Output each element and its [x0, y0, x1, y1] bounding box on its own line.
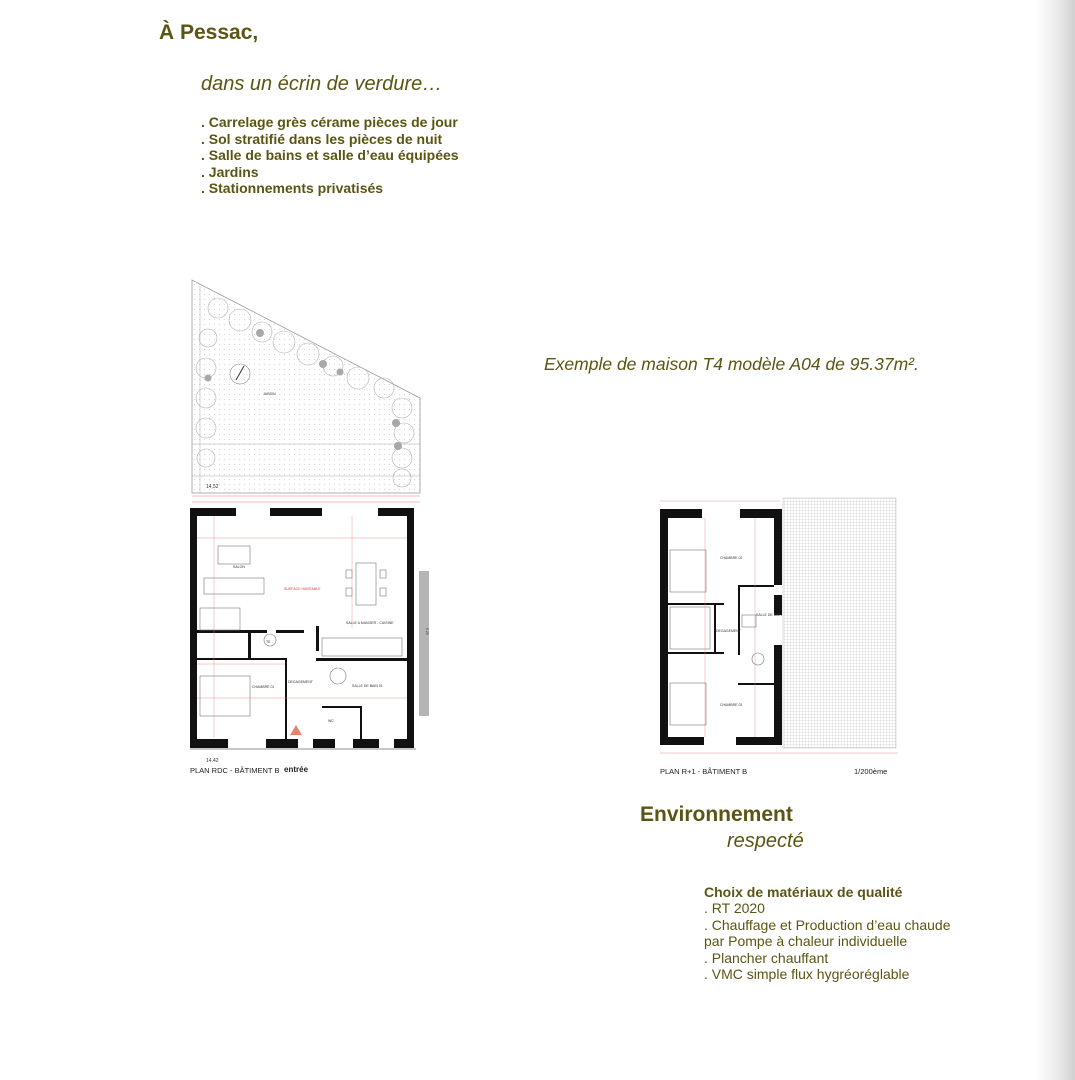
svg-text:WC: WC — [328, 719, 334, 723]
environment-item: . RT 2020 — [704, 900, 765, 917]
svg-text:14,52: 14,52 — [206, 484, 219, 490]
svg-text:14.42: 14.42 — [206, 758, 219, 764]
svg-text:JARDIN: JARDIN — [263, 392, 276, 396]
feature-list — [201, 114, 459, 197]
page-subtitle: dans un écrin de verdure… — [201, 73, 443, 95]
floor-plan-rdc — [188, 278, 438, 775]
feature-item: . Sol stratifié dans les pièces de nuit — [201, 130, 443, 147]
feature-item: . Jardins — [201, 163, 259, 180]
environment-details — [704, 884, 950, 982]
environment-subtitle: respecté — [727, 830, 804, 852]
environment-title: Environnement — [640, 803, 793, 826]
entrance-arrow-icon — [289, 724, 303, 736]
example-caption: Exemple de maison T4 modèle A04 de 95.37m². — [544, 354, 919, 374]
floor-plan-r1-drawing — [658, 495, 918, 765]
svg-text:CHAMBRE 01: CHAMBRE 01 — [252, 685, 275, 689]
page-title: À Pessac, — [159, 21, 259, 44]
svg-text:SALLE A MANGER - CUISINE: SALLE A MANGER - CUISINE — [346, 621, 394, 625]
svg-text:SURFACE HABITABLE: SURFACE HABITABLE — [284, 587, 321, 591]
svg-text:TE: TE — [266, 640, 271, 644]
page-edge-shadow — [1035, 0, 1075, 1080]
svg-text:CHAMBRE 03: CHAMBRE 03 — [720, 703, 743, 707]
environment-item: par Pompe à chaleur individuelle — [704, 933, 908, 950]
feature-item: . Salle de bains et salle d’eau équipées — [201, 147, 459, 163]
plan-rdc-label: PLAN RDC - BÂTIMENT B — [190, 766, 280, 775]
entrance-label: entrée — [284, 765, 309, 774]
environment-heading: Choix de matériaux de qualité — [704, 884, 903, 900]
scale-label: 1/200ème — [854, 767, 888, 776]
environment-item: . Plancher chauffant — [704, 949, 829, 966]
svg-text:CHAMBRE 02: CHAMBRE 02 — [720, 556, 743, 560]
floor-plan-r1 — [658, 495, 918, 776]
environment-item: . VMC simple flux hygréoréglable — [704, 966, 910, 983]
svg-text:SALON: SALON — [233, 565, 245, 569]
svg-text:SALLE DE BAIN 01: SALLE DE BAIN 01 — [352, 684, 383, 688]
svg-text:DEGAGEMENT: DEGAGEMENT — [716, 629, 741, 633]
svg-text:9.25: 9.25 — [425, 628, 429, 635]
feature-item: . Stationnements privatisés — [201, 180, 384, 196]
svg-text:DEGAGEMENT: DEGAGEMENT — [288, 680, 313, 684]
feature-item: . Carrelage grès cérame pièces de jour — [201, 114, 458, 130]
svg-text:SALLE DE BAIN: SALLE DE BAIN — [756, 613, 782, 617]
environment-item: . Chauffage et Production d’eau chaude — [704, 916, 951, 933]
plan-r1-label: PLAN R+1 - BÂTIMENT B — [660, 767, 748, 776]
floor-plan-rdc-drawing — [188, 278, 438, 764]
environment-list — [704, 900, 950, 982]
